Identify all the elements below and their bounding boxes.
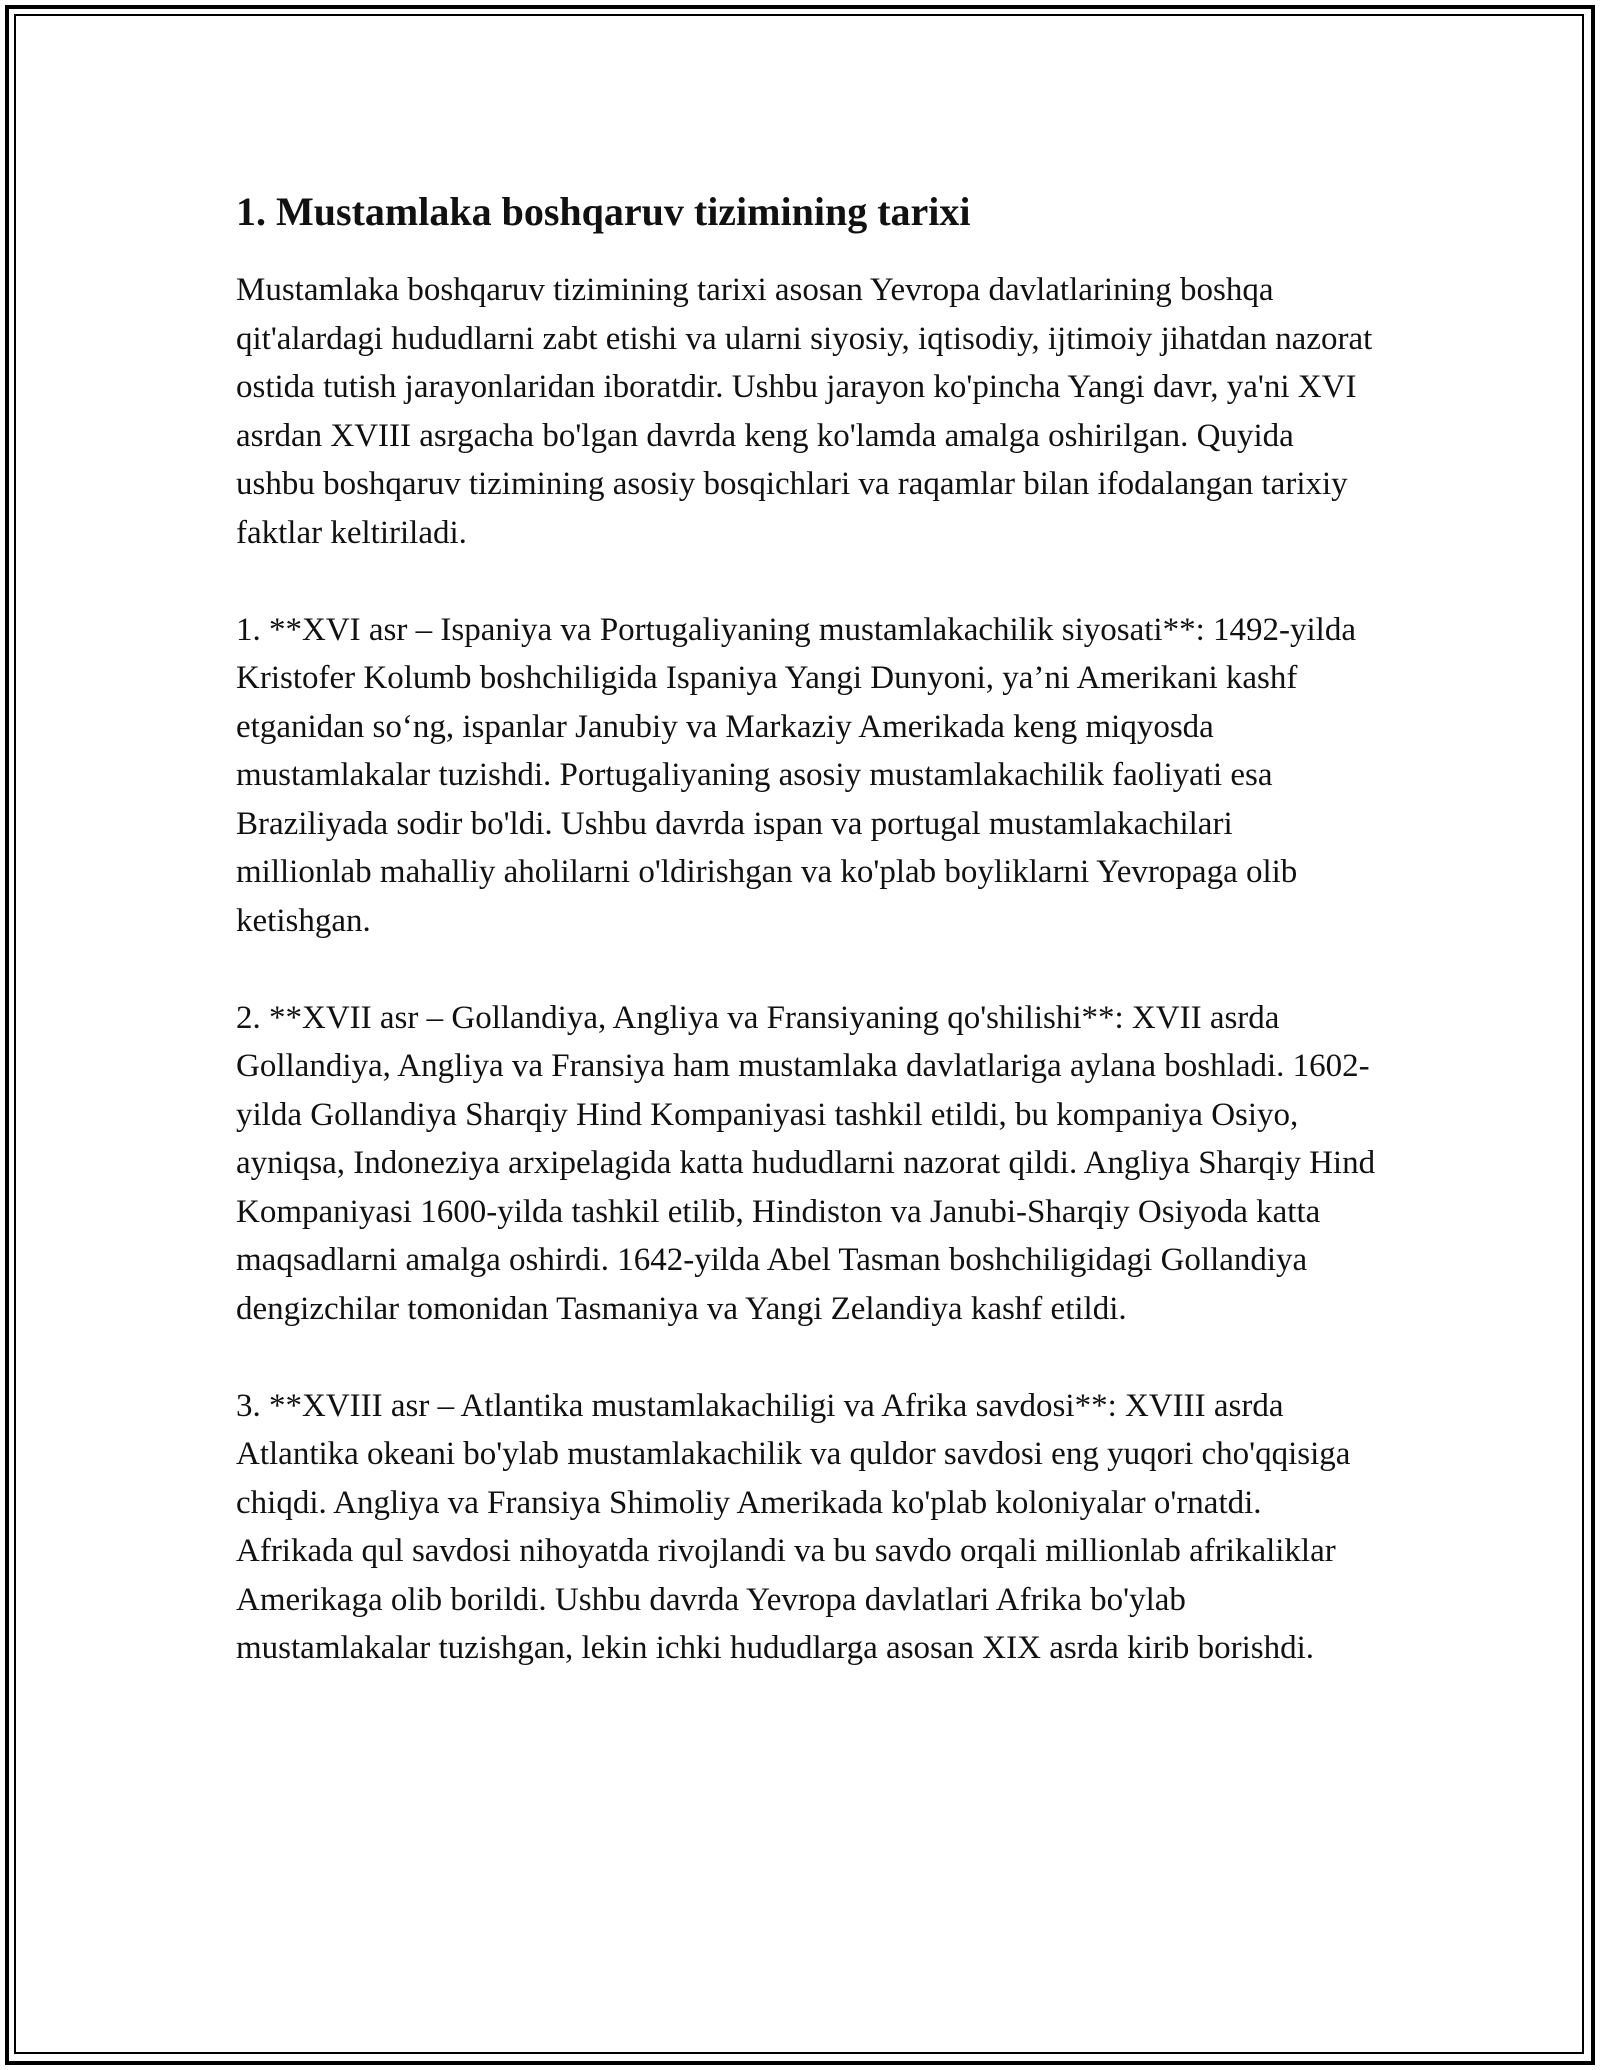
document-body [236,186,1376,1721]
intro-paragraph: Mustamlaka boshqaruv tizimining tarixi asosan Yevropa davlatlarining boshqa qit'alardagi hududlarni zabt etishi va ularni siyosiy, iqtisodiy, ijtimoiy jihatdan nazorat ostida tutish jarayonlaridan iboratdir. Ushbu jarayon ko'pincha Yangi davr, ya'ni XVI asrdan XVIII asrgacha bo'lgan davrda keng ko'lamda amalga oshirilgan. Quyida ushbu boshqaruv tizimining asosiy bosqichlari va raqamlar bilan ifodalangan tarixiy faktlar keltiriladi. [236,272,1373,551]
paragraph-xvii-century: 2. **XVII asr – Gollandiya, Angliya va Fransiyaning qo'shilishi**: XVII asrda Gollandiya, Angliya va Fransiya ham mustamlaka davlatlariga aylana boshladi. 1602-yilda Gollandiya Sharqiy Hind Kompaniyasi tashkil etildi, bu kompaniya Osiyo, ayniqsa, Indoneziya arxipelagida katta hududlarni nazorat qildi. Angliya Sharqiy Hind Kompaniyasi 1600-yilda tashkil etilib, Hindiston va Janubi-Sharqiy Osiyoda katta maqsadlarni amalga oshirdi. 1642-yilda Abel Tasman boshchiligidagi Gollandiya dengizchilar tomonidan Tasmaniya va Yangi Zelandiya kashf etildi. [236,999,1376,1327]
section-heading: 1. Mustamlaka boshqaruv tizimining tarixi [236,189,971,234]
paragraph-xvi-century: 1. **XVI asr – Ispaniya va Portugaliyaning mustamlakachilik siyosati**: 1492-yilda Kristofer Kolumb boshchiligida Ispaniya Yangi Dunyoni, ya’ni Amerikani kashf etganidan so‘ng, ispanlar Janubiy va Markaziy Amerikada keng miqyosda mustamlakalar tuzishdi. Portugaliyaning asosiy mustamlakachilik faoliyati esa Braziliyada sodir bo'ldi. Ushbu davrda ispan va portugal mustamlakachilari millionlab mahalliy aholilarni o'ldirishgan va ko'plab boyliklarni Yevropaga olib ketishgan. [236,611,1356,939]
paragraph-xviii-century: 3. **XVIII asr – Atlantika mustamlakachiligi va Afrika savdosi**: XVIII asrda Atlantika okeani bo'ylab mustamlakachilik va quldor savdosi eng yuqori cho'qqisiga chiqdi. Angliya va Fransiya Shimoliy Amerikada ko'plab koloniyalar o'rnatdi. Afrikada qul savdosi nihoyatda rivojlandi va bu savdo orqali millionlab afrikaliklar Amerikaga olib borildi. Ushbu davrda Yevropa davlatlari Afrika bo'ylab mustamlakalar tuzishgan, lekin ichki hududlarga asosan XIX asrda kirib borishdi. [236,1387,1351,1666]
